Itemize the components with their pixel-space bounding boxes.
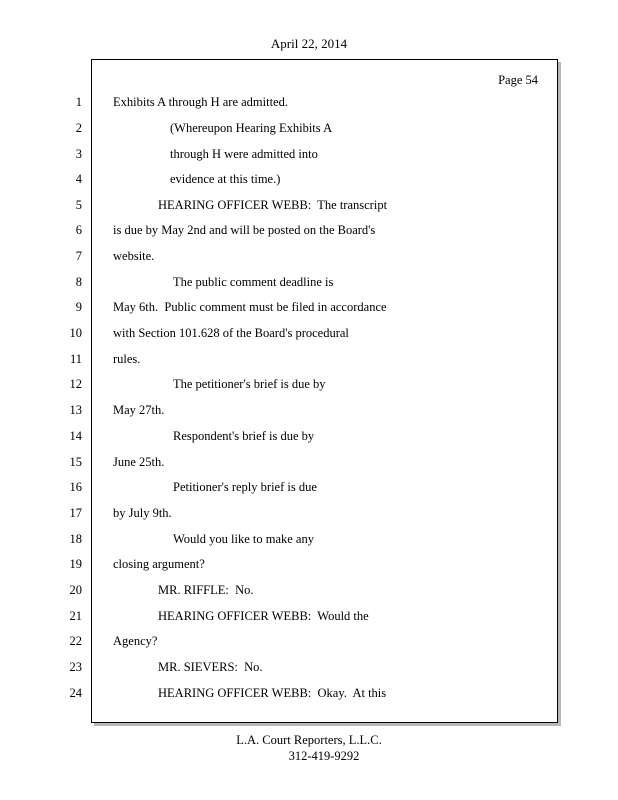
line-text: Exhibits A through H are admitted. [113,95,288,109]
line-number: 1 [75,95,82,109]
line-number: 6 [75,223,82,237]
line-text: is due by May 2nd and will be posted on the Board's [113,223,376,237]
line-number: 17 [69,506,82,520]
line-number: 18 [69,532,82,546]
line-number: 11 [69,352,82,366]
transcript-page [91,59,558,723]
line-number: 4 [75,172,82,186]
line-text: through H were admitted into [170,147,318,161]
line-number: 2 [75,121,82,135]
line-number: 9 [75,300,82,314]
line-number: 22 [69,634,82,648]
line-number: 5 [75,198,82,212]
page-number: Page 54 [498,73,538,87]
line-text: HEARING OFFICER WEBB: The transcript [158,198,388,212]
line-text: closing argument? [113,557,205,571]
line-number: 13 [69,403,82,417]
line-text: (Whereupon Hearing Exhibits A [170,121,333,135]
line-number: 23 [69,660,82,674]
line-number: 7 [75,249,82,263]
line-number: 8 [75,275,82,289]
transcript-date: April 22, 2014 [270,36,348,51]
line-number: 21 [69,609,82,623]
line-text: Respondent's brief is due by [173,429,315,443]
reporter-company: L.A. Court Reporters, L.L.C. [236,733,382,747]
line-text: rules. [113,352,141,366]
line-text: website. [113,249,155,263]
line-text: MR. RIFFLE: No. [158,583,254,597]
line-text: HEARING OFFICER WEBB: Would the [158,609,369,623]
line-number: 15 [69,455,82,469]
line-text: MR. SIEVERS: No. [158,660,263,674]
reporter-phone: 312-419-9292 [288,749,360,763]
line-number: 10 [69,326,82,340]
line-number: 19 [69,557,82,571]
line-text: Agency? [113,634,158,648]
line-text: HEARING OFFICER WEBB: Okay. At this [158,686,387,700]
line-number: 12 [69,377,82,391]
line-text: June 25th. [113,455,165,469]
line-text: Would you like to make any [173,532,314,546]
line-text: May 27th. [113,403,165,417]
line-number: 20 [69,583,82,597]
line-text: by July 9th. [113,506,172,520]
line-text: with Section 101.628 of the Board's procedural [113,326,349,340]
line-number: 3 [75,147,82,161]
line-text: May 6th. Public comment must be filed in accordance [113,300,387,314]
line-number: 24 [69,686,82,700]
line-number: 14 [69,429,82,443]
line-text: evidence at this time.) [170,172,281,186]
line-number: 16 [69,480,82,494]
line-text: Petitioner's reply brief is due [173,480,317,494]
line-text: The petitioner's brief is due by [173,377,326,391]
line-text: The public comment deadline is [173,275,334,289]
